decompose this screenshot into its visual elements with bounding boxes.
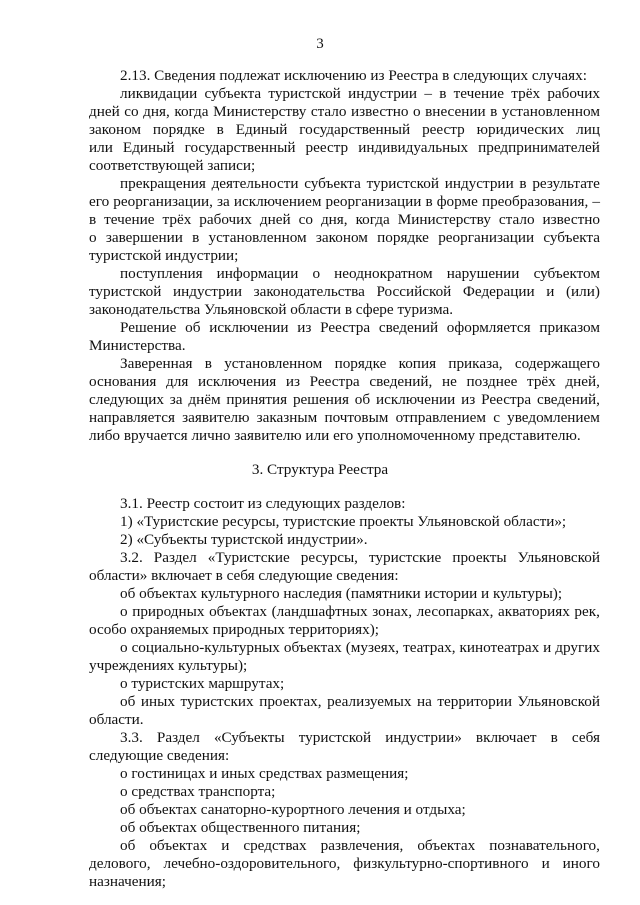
word: включает <box>475 729 537 746</box>
word: Реестра <box>481 391 532 408</box>
word: индустрии» <box>385 729 462 746</box>
word: деятельности <box>211 175 299 192</box>
word: кинотеатрах <box>459 639 540 656</box>
text-line <box>89 103 600 121</box>
word: реорганизации <box>325 193 422 210</box>
word: из <box>297 319 312 336</box>
word: или <box>89 139 113 156</box>
word: Министерству <box>213 103 307 120</box>
word: развлечения, <box>320 837 404 854</box>
word: в <box>192 229 200 246</box>
word: юридических <box>476 121 565 138</box>
text-line: области. <box>89 711 144 728</box>
word: индивидуальных <box>358 139 469 156</box>
word: и <box>546 283 555 300</box>
word: в <box>550 729 558 746</box>
word: лечебно-оздоровительного, <box>163 855 341 872</box>
word: и <box>541 855 550 872</box>
word: сведений, <box>536 391 600 408</box>
word: ликвидации <box>120 85 198 102</box>
text-line: учреждениях культуры); <box>89 657 248 674</box>
word: результате <box>532 175 600 192</box>
word: исключении <box>209 319 289 336</box>
word: порядке <box>152 121 205 138</box>
word: отправлением <box>395 409 486 426</box>
word: внесении <box>425 103 486 120</box>
word: течение <box>104 211 155 228</box>
text-line <box>120 355 600 373</box>
word: субъекта <box>204 85 262 102</box>
word: о <box>120 639 128 656</box>
word: Федерации <box>462 283 535 300</box>
word: со <box>124 103 139 120</box>
word: решения <box>292 391 349 408</box>
word: течение <box>453 85 505 102</box>
word: Реестра <box>320 319 371 336</box>
word: приказа, <box>448 355 503 372</box>
text-line <box>120 603 600 621</box>
text-line <box>89 391 600 409</box>
text-line: об объектах общественного питания; <box>120 819 361 836</box>
word: социально-культурных <box>131 639 280 656</box>
text-line: о гостиницах и иных средствах размещения; <box>120 765 409 782</box>
word: туристской <box>298 729 372 746</box>
word: известно <box>351 103 409 120</box>
word: проектах, <box>259 693 322 710</box>
word: лиц <box>576 121 600 138</box>
word: средствах <box>243 837 307 854</box>
word: акваториях <box>498 603 570 620</box>
word: порядке <box>377 229 429 246</box>
word: установленном <box>208 229 307 246</box>
word: природных <box>132 603 205 620</box>
word: исключением <box>233 193 322 210</box>
word: предпринимателей <box>478 139 600 156</box>
word: объектах <box>417 837 476 854</box>
word: преобразования, <box>481 193 589 210</box>
word: исключения <box>198 373 277 390</box>
word: следующих <box>89 391 164 408</box>
word: в <box>89 211 97 228</box>
text-line: особо охраняемых природных территориях); <box>89 621 379 638</box>
word: когда <box>174 103 209 120</box>
word: «Туристские <box>207 549 290 566</box>
section-heading: 3. Структура Реестра <box>251 461 389 478</box>
text-line <box>120 639 600 657</box>
word: для <box>166 373 189 390</box>
word: заказным <box>256 409 318 426</box>
word: трёх <box>511 85 541 102</box>
word: иных <box>140 693 175 710</box>
text-line <box>120 175 600 193</box>
text-line: 2) «Субъекты туристской индустрии». <box>120 531 368 548</box>
word: стало <box>498 211 535 228</box>
word: объектах <box>149 837 208 854</box>
word: в <box>519 175 527 192</box>
text-line <box>89 193 600 211</box>
text-line: Министерства. <box>89 337 186 354</box>
text-line: соответствующей записи; <box>89 157 256 174</box>
word: об <box>120 837 136 854</box>
word: туристских <box>180 693 254 710</box>
word: Министерству <box>397 211 491 228</box>
word: дня, <box>143 103 170 120</box>
text-line <box>89 211 600 229</box>
word: известно <box>542 211 600 228</box>
word: с <box>493 409 500 426</box>
word: содержащего <box>514 355 600 372</box>
word: исключении <box>375 391 456 408</box>
word: поступления <box>120 265 203 282</box>
word: в <box>425 193 433 210</box>
text-line <box>120 693 600 711</box>
text-line <box>89 373 600 391</box>
word: установленном <box>224 355 323 372</box>
word: трёх <box>527 373 556 390</box>
word: иного <box>562 855 600 872</box>
word: из <box>461 391 476 408</box>
word: об <box>120 693 136 710</box>
word: дней <box>259 211 291 228</box>
text-line: о средствах транспорта; <box>120 783 276 800</box>
word: сведений, <box>369 373 433 390</box>
text-line <box>120 837 600 855</box>
word: субъектом <box>533 265 600 282</box>
word: 3.2. <box>120 549 143 566</box>
text-line <box>89 121 600 139</box>
word: индустрии <box>348 85 418 102</box>
word: неоднократном <box>334 265 433 282</box>
word: Решение <box>120 319 177 336</box>
word: туристской <box>366 175 439 192</box>
word: (или) <box>565 283 600 300</box>
word: дней, <box>565 373 600 390</box>
word: об <box>354 391 371 408</box>
word: Ульяновской <box>517 693 600 710</box>
word: реорганизации, <box>113 193 213 210</box>
word: познавательного, <box>489 837 600 854</box>
page-number: 3 <box>316 36 324 52</box>
text-line <box>120 319 600 337</box>
word: реализуемых <box>327 693 412 710</box>
text-line: законодательства Ульяновской области в сфере туризма. <box>89 301 454 318</box>
word: и <box>221 837 230 854</box>
word: копия <box>398 355 437 372</box>
word: о <box>89 229 97 246</box>
text-line <box>89 855 600 873</box>
word: Заверенная <box>120 355 193 372</box>
word: днём <box>188 391 221 408</box>
word: позднее <box>466 373 518 390</box>
word: (музеях, <box>345 639 400 656</box>
word: лесопарках, <box>416 603 494 620</box>
word: когда <box>355 211 390 228</box>
text-line: либо вручается лично заявителю или его уполномоченному представителю. <box>89 427 581 444</box>
word: Раздел <box>153 549 197 566</box>
word: за <box>217 193 230 210</box>
word: индустрии <box>444 175 514 192</box>
word: Российской <box>376 283 452 300</box>
word: зонах, <box>372 603 413 620</box>
word: рабочих <box>199 211 252 228</box>
word: Раздел <box>156 729 200 746</box>
word: Единый <box>122 139 175 156</box>
word: туристской <box>268 85 341 102</box>
word: форме <box>436 193 478 210</box>
text-line: 1) «Туристские ресурсы, туристские проекты Ульяновской области»; <box>120 513 567 530</box>
word: туристской <box>89 283 162 300</box>
word: в <box>204 355 212 372</box>
text-line: об объектах санаторно-курортного лечения и отдыха; <box>120 801 466 818</box>
word: туристские <box>368 549 442 566</box>
word: прекращения <box>120 175 206 192</box>
word: не <box>442 373 457 390</box>
word: индустрии <box>172 283 242 300</box>
word: порядке <box>334 355 387 372</box>
word: в <box>490 103 498 120</box>
word: в <box>439 85 447 102</box>
word: законодательства <box>253 283 365 300</box>
text-line: следующие сведения: <box>89 747 230 764</box>
text-line <box>120 549 600 567</box>
word: основания <box>89 373 157 390</box>
word: объектах <box>283 639 342 656</box>
word: и <box>543 639 552 656</box>
text-line: о туристских маршрутах; <box>120 675 285 692</box>
word: (ландшафтных <box>271 603 368 620</box>
text-line: об объектах культурного наследия (памятники истории и культуры); <box>120 585 563 602</box>
word: трёх <box>162 211 192 228</box>
text-line <box>120 265 600 283</box>
text-line <box>120 729 600 747</box>
word: почтовым <box>324 409 389 426</box>
word: государственный <box>299 121 411 138</box>
word: других <box>555 639 600 656</box>
text-line: туристской индустрии; <box>89 247 239 264</box>
text-line: 2.13. Сведения подлежат исключению из Реестра в следующих случаях: <box>120 67 587 84</box>
word: сведений <box>378 319 439 336</box>
word: направляется <box>89 409 175 426</box>
word: объектах <box>209 603 267 620</box>
word: со <box>298 211 313 228</box>
text-line: 3.1. Реестр состоит из следующих разделов: <box>120 495 406 512</box>
word: стало <box>310 103 347 120</box>
word: информации <box>216 265 299 282</box>
word: Единый <box>235 121 288 138</box>
word: дней <box>89 103 120 120</box>
text-line <box>89 229 600 247</box>
word: субъекта <box>543 229 600 246</box>
word: в <box>216 121 224 138</box>
word: из <box>285 373 301 390</box>
word: субъекта <box>304 175 361 192</box>
word: законом <box>89 121 141 138</box>
word: нарушении <box>446 265 520 282</box>
word: 3.3. <box>120 729 143 746</box>
word: ресурсы, <box>300 549 358 566</box>
word: «Субъекты <box>213 729 285 746</box>
word: государственный <box>184 139 296 156</box>
word: себя <box>571 729 600 746</box>
word: о <box>413 103 421 120</box>
word: рабочих <box>547 85 600 102</box>
word: Ульяновской <box>517 549 600 566</box>
word: реорганизации <box>438 229 535 246</box>
text-line: области» включает в себя следующие сведения: <box>89 567 399 584</box>
text-line <box>120 85 600 103</box>
word: территории <box>437 693 512 710</box>
word: делового, <box>89 855 151 872</box>
word: о <box>312 265 321 282</box>
word: реестр <box>422 121 465 138</box>
word: об <box>185 319 201 336</box>
word: за <box>169 391 183 408</box>
word: реестр <box>305 139 349 156</box>
word: физкультурно-спортивного <box>353 855 529 872</box>
text-line <box>89 409 600 427</box>
word: о <box>120 603 128 620</box>
word: принятия <box>226 391 288 408</box>
word: на <box>417 693 432 710</box>
word: установленном <box>501 103 600 120</box>
word: законом <box>315 229 368 246</box>
word: рек, <box>574 603 600 620</box>
word: театрах, <box>403 639 456 656</box>
word: завершении <box>105 229 183 246</box>
word: оформляется <box>446 319 531 336</box>
text-line: назначения; <box>89 873 166 890</box>
word: – <box>592 193 600 210</box>
word: уведомлением <box>507 409 600 426</box>
word: приказом <box>539 319 600 336</box>
word: дня, <box>320 211 348 228</box>
word: Реестра <box>309 373 360 390</box>
text-line <box>89 283 600 301</box>
text-line <box>89 139 600 157</box>
word: проекты <box>452 549 507 566</box>
word: заявителю <box>182 409 250 426</box>
word: его <box>89 193 110 210</box>
word: – <box>424 85 432 102</box>
